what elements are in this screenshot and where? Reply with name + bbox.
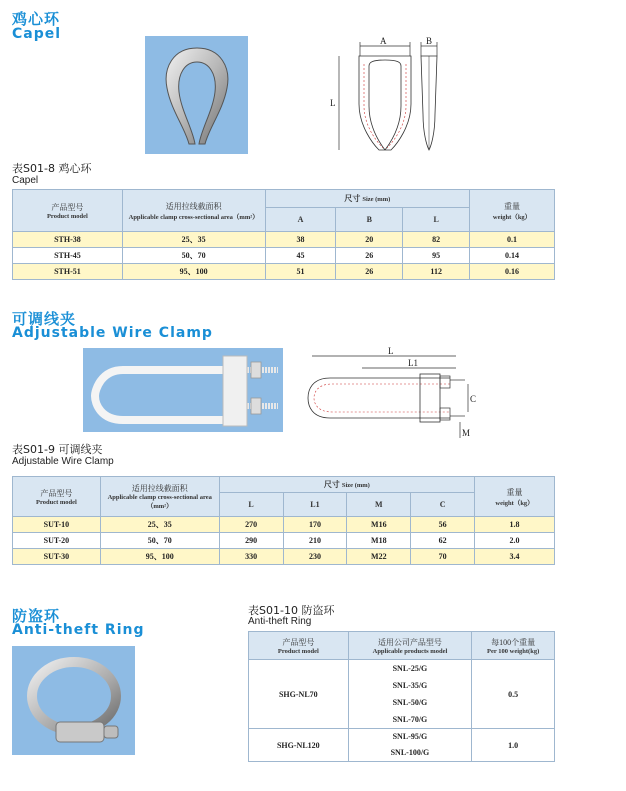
clamp-caption-en: Adjustable Wire Clamp — [12, 456, 114, 467]
capel-diagram — [325, 34, 445, 156]
ring-title-cn: 防盗环 — [12, 607, 61, 625]
table-row: SUT-10 25、35 270 170 M16 56 1.8 — [13, 517, 555, 533]
capel-dim-b: B — [426, 36, 433, 46]
clamp-header-l: L — [219, 493, 283, 517]
capel-dim-a: A — [380, 36, 387, 46]
clamp-header-size: 尺寸 Size (mm) — [219, 477, 474, 493]
table-row: STH-38 25、35 38 20 82 0.1 — [13, 232, 555, 248]
ring-photo — [12, 646, 135, 755]
capel-header-size: 尺寸 Size (mm) — [265, 190, 470, 208]
capel-header-b: B — [336, 208, 403, 232]
clamp-dim-c: C — [470, 394, 477, 404]
table-row: SUT-30 95、100 330 230 M22 70 3.4 — [13, 549, 555, 565]
table-row: STH-51 95、100 51 26 112 0.16 — [13, 264, 555, 280]
capel-header-l: L — [403, 208, 470, 232]
capel-caption-cn: 表S01-8 鸡心环 — [12, 162, 92, 175]
capel-header-area: 适用拉线截面积 Applicable clamp cross-sectional area（mm²） — [122, 190, 265, 232]
clamp-diagram — [300, 346, 480, 442]
capel-header-weight: 重量 weight（kg） — [470, 190, 555, 232]
capel-title-en: Capel — [12, 26, 62, 42]
clamp-dim-m: M — [462, 428, 471, 438]
ring-table — [248, 631, 555, 762]
capel-table — [12, 189, 555, 280]
clamp-title-cn: 可调线夹 — [12, 310, 77, 328]
table-row: SHG-NL120 SNL-95/G SNL-100/G 1.0 — [249, 729, 555, 762]
capel-dim-l: L — [330, 98, 336, 108]
clamp-table — [12, 476, 555, 565]
ring-header-model: 产品型号 Product model — [249, 632, 349, 660]
table-row: SUT-20 50、70 290 210 M18 62 2.0 — [13, 533, 555, 549]
table-row: SHG-NL70 SNL-25/G SNL-35/G SNL-50/G SNL-70/G 0.5 — [249, 660, 555, 729]
clamp-header-l1: L1 — [283, 493, 347, 517]
capel-caption-en: Capel — [12, 175, 39, 186]
clamp-photo — [83, 348, 283, 432]
capel-title-cn: 鸡心环 — [12, 10, 61, 28]
ring-caption-en: Anti-theft Ring — [248, 616, 312, 627]
ring-header-weight: 每100个重量 Per 100 weight(kg) — [472, 632, 555, 660]
table-row: STH-45 50、70 45 26 95 0.14 — [13, 248, 555, 264]
clamp-caption-cn: 表S01-9 可调线夹 — [12, 443, 103, 456]
capel-photo — [145, 36, 248, 154]
clamp-header-weight: 重量 weight（kg） — [475, 477, 555, 517]
clamp-title-en: Adjustable Wire Clamp — [12, 325, 213, 341]
clamp-header-model: 产品型号 Product model — [13, 477, 101, 517]
clamp-header-m: M — [347, 493, 411, 517]
ring-header-products: 适用公司产品型号 Applicable products model — [348, 632, 472, 660]
capel-header-model: 产品型号 Product model — [13, 190, 123, 232]
ring-caption-cn: 表S01-10 防盗环 — [248, 604, 335, 617]
clamp-dim-l1: L1 — [408, 358, 418, 368]
clamp-header-c: C — [411, 493, 475, 517]
clamp-dim-l: L — [388, 346, 394, 356]
ring-title-en: Anti-theft Ring — [12, 622, 145, 638]
capel-header-a: A — [265, 208, 336, 232]
clamp-header-area: 适用拉线截面积 Applicable clamp cross-sectional area（mm²） — [100, 477, 219, 517]
